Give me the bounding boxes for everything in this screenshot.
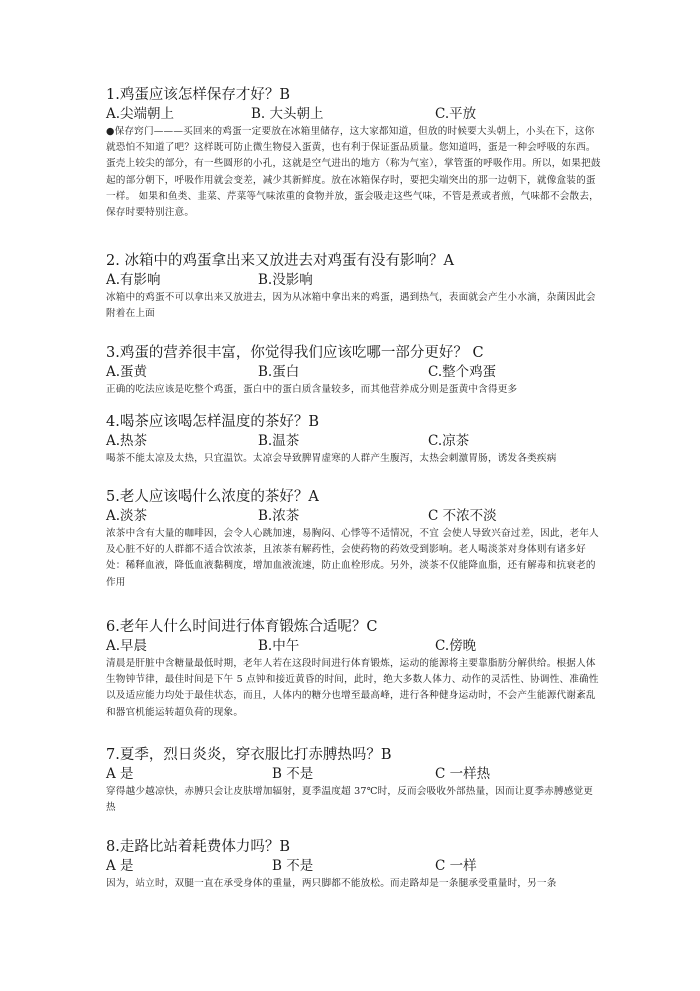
question-title: 6.老年人什么时间进行体育锻炼合适呢？C	[106, 619, 378, 635]
option-b: B. 大头朝上	[251, 106, 324, 122]
question-block-7	[106, 745, 602, 816]
answer-explanation: 穿得越少越凉快，赤膊只会让皮肤增加辐射，夏季温度超 37℃时，反而会吸收外部热量，因而让夏季赤膊感觉更热	[106, 786, 594, 814]
option-a: A.蛋黄	[106, 364, 148, 380]
answer-options	[106, 637, 602, 656]
option-c: C 一样	[435, 858, 477, 874]
option-b: B.没影响	[258, 272, 313, 288]
question-title: 1.鸡蛋应该怎样保存才好？B	[106, 87, 290, 103]
option-c: C 一样热	[435, 766, 491, 782]
answer-options	[106, 105, 602, 124]
answer-explanation: 浓茶中含有大量的咖啡因，会令人心跳加速，易胸闷、心悸等不适情况，不宜 会使人导致兴奋过差，因此，老年人及心脏不好的人群都不适合饮浓茶，且浓茶有解药性，会使药物的药效受到影响。老人喝淡茶对身体则有诸多好处：稀释血液，降低血液黏稠度，增加血液流速，防止血栓形成。另外，淡茶不仅能降血脂，还有解毒和抗衰老的作用	[106, 528, 599, 588]
answer-options	[106, 363, 602, 382]
question-title: 4.喝茶应该喝怎样温度的茶好？B	[106, 414, 319, 430]
question-block-3	[106, 343, 602, 398]
option-a: A.早晨	[106, 638, 148, 654]
answer-options	[106, 765, 602, 784]
option-b: B.中午	[258, 638, 300, 654]
question-title: 2. 冰箱中的鸡蛋拿出来又放进去对鸡蛋有没有影响？A	[106, 253, 454, 269]
question-title: 3.鸡蛋的营养很丰富，你觉得我们应该吃哪一部分更好？ C	[106, 345, 484, 361]
option-b: B.蛋白	[258, 364, 300, 380]
question-title: 8.走路比站着耗费体力吗？B	[106, 839, 290, 855]
option-c: C.平放	[435, 106, 477, 122]
question-title: 7.夏季，烈日炎炎，穿衣服比打赤膊热吗？B	[106, 747, 392, 763]
option-c: C.傍晚	[435, 638, 477, 654]
option-b: B.温茶	[258, 433, 300, 449]
question-block-5	[106, 487, 602, 591]
answer-options	[106, 857, 602, 876]
question-block-4	[106, 412, 602, 467]
answer-explanation: 因为，站立时，双腿一直在承受身体的重量，两只脚都不能放松。而走路却是一条腿承受重量时，另一条	[106, 878, 557, 889]
option-a: A.淡茶	[106, 508, 148, 524]
answer-explanation: 正确的吃法应该是吃整个鸡蛋，蛋白中的蛋白质含量较多，而其他营养成分则是蛋黄中含得更多	[106, 384, 518, 395]
option-b: B 不是	[272, 858, 314, 874]
answer-explanation: 清晨是肝脏中含糖量最低时期，老年人若在这段时间进行体育锻炼，运动的能源将主要靠脂肪分解供给。根据人体生物钟节律，最佳时间是下午 5 点钟和接近黄昏的时间，此时，绝大多数人体力、动作的灵活性、协调性、准确性以及适应能力均处于最佳状态，而且，人体内的糖分也增至最高峰，进行各种健身运动时，不会产生能源代谢紊乱和器官机能运转超负荷的现象。	[106, 658, 599, 718]
question-block-1	[106, 85, 602, 221]
option-a: A.热茶	[106, 433, 148, 449]
answer-options	[106, 271, 602, 290]
question-block-8	[106, 837, 602, 892]
answer-explanation: ●保存窍门———买回来的鸡蛋一定要放在冰箱里储存，这大家都知道，但放的时候要大头朝上，小头在下，这你就恐怕不知道了吧？这样既可防止微生物侵入蛋黄，也有利于保证蛋品质量。您知道吗，蛋是一种会呼吸的东西。蛋壳上较尖的部分，有一些圆形的小孔，这就是空气进出的地方（称为气室），掌管蛋的呼吸作用。所以，如果把鼓起的部分朝下，呼吸作用就会变差，减少其新鲜度。放在冰箱保存时，要把尖端突出的那一边朝下，就像盒装的蛋一样。 如果和鱼类、韭菜、芹菜等气味浓重的食物并放，蛋会吸走这些气味，不管是煮或者煎，气味都不会散去，保存时要特别注意。	[106, 126, 601, 219]
answer-options	[106, 432, 602, 451]
option-b: B 不是	[272, 766, 314, 782]
option-a: A.尖端朝上	[106, 106, 175, 122]
option-a: A 是	[106, 766, 134, 782]
option-b: B.浓茶	[258, 508, 300, 524]
option-c: C.整个鸡蛋	[428, 364, 497, 380]
answer-explanation: 喝茶不能太凉及太热，只宜温饮。太凉会导致脾胃虚寒的人群产生腹泻，太热会刺激胃肠，诱发各类疾病	[106, 453, 557, 464]
option-c: C 不浓不淡	[428, 508, 497, 524]
option-a: A 是	[106, 858, 134, 874]
option-c: C.凉茶	[428, 433, 470, 449]
option-a: A.有影响	[106, 272, 161, 288]
answer-explanation: 冰箱中的鸡蛋不可以拿出来又放进去，因为从冰箱中拿出来的鸡蛋，遇到热气，表面就会产生小水滴，杂菌因此会附着在上面	[106, 292, 596, 320]
answer-options	[106, 507, 602, 526]
question-block-2	[106, 251, 602, 322]
question-block-6	[106, 617, 602, 721]
question-title: 5.老人应该喝什么浓度的茶好？A	[106, 489, 319, 505]
